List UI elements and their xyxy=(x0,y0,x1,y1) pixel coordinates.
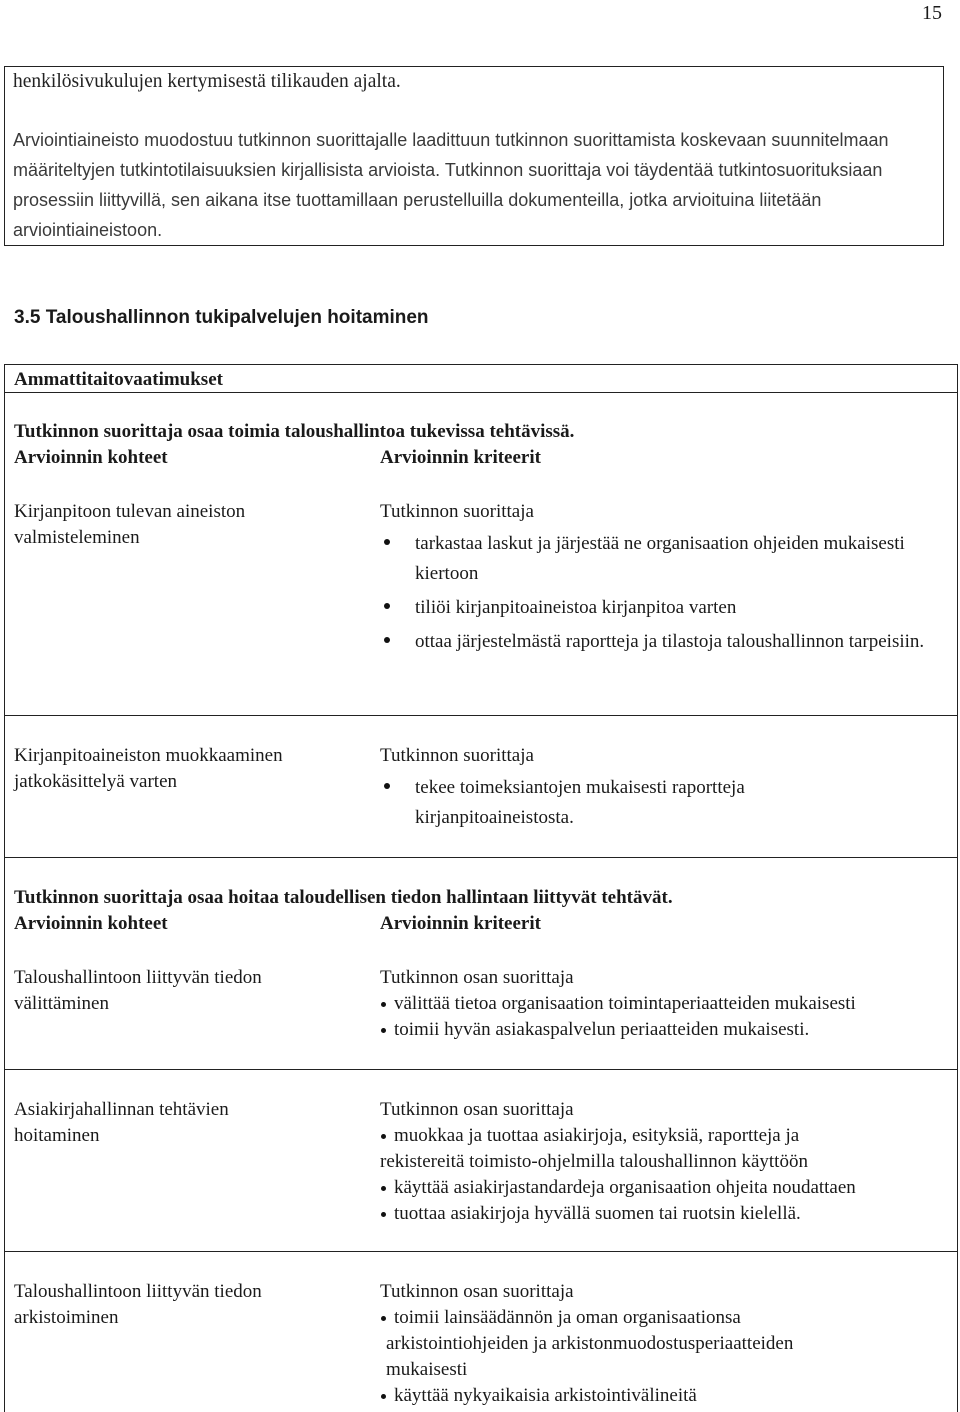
paragraph-1: henkilösivukulujen kertymisestä tilikauden ajalta. xyxy=(13,71,401,92)
criteria-intro: Tutkinnon osan suorittaja xyxy=(380,1281,574,1302)
list-item-continuation: rekistereitä toimisto-ohjelmilla taloushallinnon käyttöön xyxy=(380,1151,808,1172)
page-number: 15 xyxy=(922,2,942,24)
criteria-cell xyxy=(380,1279,950,1409)
col-header-criteria: Arvioinnin kriteerit xyxy=(380,447,541,468)
criteria-intro: Tutkinnon suorittaja xyxy=(380,745,534,766)
list-item: välittää tietoa organisaation toimintaperiaatteiden mukaisesti xyxy=(380,991,950,1017)
list-item: ottaa järjestelmästä raportteja ja tilastoja taloushallinnon tarpeisiin. xyxy=(380,627,950,657)
criteria-list xyxy=(380,1305,950,1409)
criteria-list xyxy=(380,991,950,1043)
list-item: tuottaa asiakirjoja hyvällä suomen tai ruotsin kielellä. xyxy=(380,1201,950,1227)
target-cell: Kirjanpitoaineiston muokkaaminen jatkokäsittelyä varten xyxy=(14,745,283,792)
competence-heading-2: Tutkinnon suorittaja osaa hoitaa taloudellisen tiedon hallintaan liittyvät tehtävät. xyxy=(14,887,673,908)
criteria-cell xyxy=(380,743,950,837)
list-item: toimii hyvän asiakaspalvelun periaatteiden mukaisesti. xyxy=(380,1017,950,1043)
list-item: tiliöi kirjanpitoaineistoa kirjanpitoa varten xyxy=(380,593,950,623)
list-item-continuation: arkistointiohjeiden ja arkistonmuodostusperiaatteiden xyxy=(386,1333,794,1354)
list-item: tarkastaa laskut ja järjestää ne organisaation ohjeiden mukaisesti kiertoon xyxy=(380,529,950,589)
criteria-intro: Tutkinnon osan suorittaja xyxy=(380,1099,574,1120)
top-text-box xyxy=(4,66,944,246)
list-item: muokkaa ja tuottaa asiakirjoja, esityksiä, raportteja ja xyxy=(380,1123,950,1149)
col-header-targets: Arvioinnin kohteet xyxy=(14,913,168,934)
target-cell: Taloushallintoon liittyvän tiedon arkistoiminen xyxy=(14,1281,262,1328)
divider xyxy=(5,1251,957,1252)
criteria-list xyxy=(380,529,950,657)
target-cell: Asiakirjahallinnan tehtävien hoitaminen xyxy=(14,1099,229,1146)
list-item: käyttää nykyaikaisia arkistointivälineitä xyxy=(380,1383,950,1409)
divider xyxy=(5,857,957,858)
criteria-list xyxy=(380,1123,950,1227)
section-heading: 3.5 Taloushallinnon tukipalvelujen hoitaminen xyxy=(14,307,429,328)
criteria-cell xyxy=(380,499,950,661)
criteria-cell xyxy=(380,1097,950,1227)
divider xyxy=(5,392,957,393)
list-item-continuation: mukaisesti xyxy=(386,1359,468,1380)
list-item: toimii lainsäädännön ja oman organisaationsa xyxy=(380,1305,950,1331)
divider xyxy=(5,715,957,716)
criteria-intro: Tutkinnon osan suorittaja xyxy=(380,967,574,988)
col-header-criteria: Arvioinnin kriteerit xyxy=(380,913,541,934)
target-cell: Kirjanpitoon tulevan aineiston valmisteleminen xyxy=(14,501,246,548)
divider xyxy=(5,1069,957,1070)
criteria-intro: Tutkinnon suorittaja xyxy=(380,501,534,522)
list-item: tekee toimeksiantojen mukaisesti raportteja kirjanpitoaineistosta. xyxy=(380,773,830,833)
criteria-list xyxy=(380,773,830,833)
criteria-cell xyxy=(380,965,950,1043)
assessment-table xyxy=(4,364,958,1412)
paragraph-2: Arviointiaineisto muodostuu tutkinnon suorittajalle laadittuun tutkinnon suorittamista koskevaan suunnitelmaan määriteltyjen tutkintotilaisuuksien kirjallisista arvioista. Tutkinnon suorittaja voi täydentää tutkintosuorituksiaan prosessiin liittyvillä, sen aikana itse tuottamillaan perustelluilla dokumenteilla, jotka arvioituina liitetään arviointiaineistoon. xyxy=(13,130,889,240)
requirements-label: Ammattitaitovaatimukset xyxy=(14,369,223,390)
competence-heading-1: Tutkinnon suorittaja osaa toimia taloushallintoa tukevissa tehtävissä. xyxy=(14,421,575,442)
list-item: käyttää asiakirjastandardeja organisaation ohjeita noudattaen xyxy=(380,1175,950,1201)
target-cell: Taloushallintoon liittyvän tiedon välittäminen xyxy=(14,967,262,1014)
col-header-targets: Arvioinnin kohteet xyxy=(14,447,168,468)
